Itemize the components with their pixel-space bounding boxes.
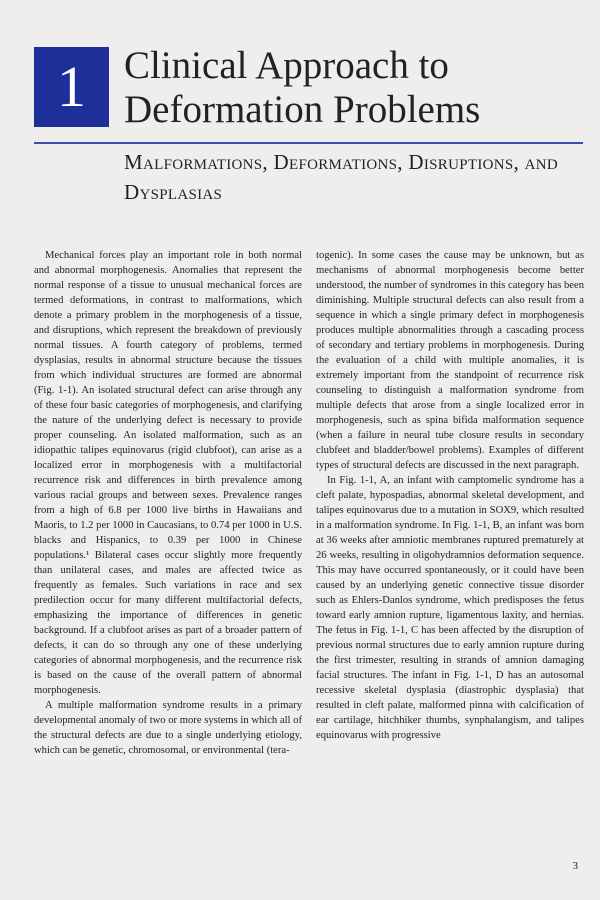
left-column: [34, 248, 302, 758]
paragraph: A multiple malformation syndrome results in a primary developmental anomaly of two or more systems in which all of the structural defects are due to a single underlying etiology, which can be genetic, chromosomal, or environmental (tera-: [34, 700, 302, 756]
title-divider: [34, 142, 583, 144]
page-number: 3: [572, 860, 578, 872]
chapter-number: 1: [57, 54, 86, 119]
chapter-subtitle: Malformations, Deformations, Disruptions, and Dysplasias: [124, 150, 559, 204]
paragraph: In Fig. 1-1, A, an infant with camptomelic syndrome has a cleft palate, hypospadias, abnormal skeletal development, and talipes equinovarus due to a mutation in SOX9, which resulted in a malformation syndrome. In Fig. 1-1, B, an infant was born at 36 weeks after amniotic membranes ruptured prematurely at 26 weeks, resulting in oligohydramnios deformation sequence. This may have occurred spontaneously, or it could have been caused by an underlying genetic connective tissue disorder such as Ehlers-Danlos syndrome, which predisposes the fetus toward early amnion rupture, ligamentous laxity, and hernias. The fetus in Fig. 1-1, C has been affected by the disruption of previous normal structures due to early amnion rupture during the first trimester, resulting in strands of amnion damaging facial structures. The infant in Fig. 1-1, D has an autosomal recessive skeletal dysplasia (diastrophic dysplasia) that resulted in cleft palate, malformed pinna with calcification of ear cartilage, hitchhiker thumbs, synphalangism, and talipes equinovarus with progressive: [316, 475, 584, 741]
paragraph: Mechanical forces play an important role in both normal and abnormal morphogenesis. Anomalies that represent the normal response of a tissue to unusual mechanical forces are termed deformations, in contrast to malformations, which denote a primary problem in the morphogenesis of a tissue, and disruptions, which represent the breakdown of previously normal tissues. A fourth category of problems, termed dysplasias, results in abnormal structure because the tissues from which individual structures are formed are abnormal (Fig. 1-1). An isolated structural defect can arise through any of these four basic categories of morphogenesis, and clarifying the nature of the underlying defect is necessary to provide proper counseling. An isolated malformation, such as an idiopathic talipes equinovarus (rigid clubfoot), can arise as a localized error in morphogenesis with a multifactorial recurrence risk and differences in birth prevalence among various racial groups and between sexes. Prevalence ranges from a high of 6.8 per 1000 live births in Hawaiians and Maoris, to 1.2 per 1000 in Caucasians, to 0.74 per 1000 in U.S. blacks and Hispanics, to 0.39 per 1000 in Chinese populations.¹ Bilateral cases occur slightly more frequently than unilateral cases, and males are affected twice as frequently as females. Such variations in race and sex predilection occur for many different multifactorial defects, emphasizing the importance of differences in genetic background. If a clubfoot arises as part of a broader pattern of defects, it can do so through any one of these underlying categories of abnormal morphogenesis, and the recurrence risk is based on the cause of the overall pattern of abnormal morphogenesis.: [34, 250, 302, 696]
right-column: [316, 248, 584, 743]
chapter-number-box: [34, 47, 109, 127]
paragraph: togenic). In some cases the cause may be unknown, but as mechanisms of abnormal morphogenesis become better understood, the number of syndromes in this category has been diminishing. Multiple structural defects can also result from a sequence in which a single primary defect in morphogenesis produces multiple abnormalities through a cascading process of secondary and tertiary problems in morphogenesis. During the evaluation of a child with multiple anomalies, it is extremely important from the standpoint of recurrence risk counseling to distinguish a malformation syndrome from multiple defects that arose from a single localized error in morphogenesis, such as spina bifida malformation sequence (when a failure in neural tube closure results in secondary clubfeet and bladder/bowel problems). Examples of different types of structural defects are discussed in the next paragraph.: [316, 250, 584, 471]
chapter-title: Clinical Approach to Deformation Problems: [124, 44, 481, 131]
